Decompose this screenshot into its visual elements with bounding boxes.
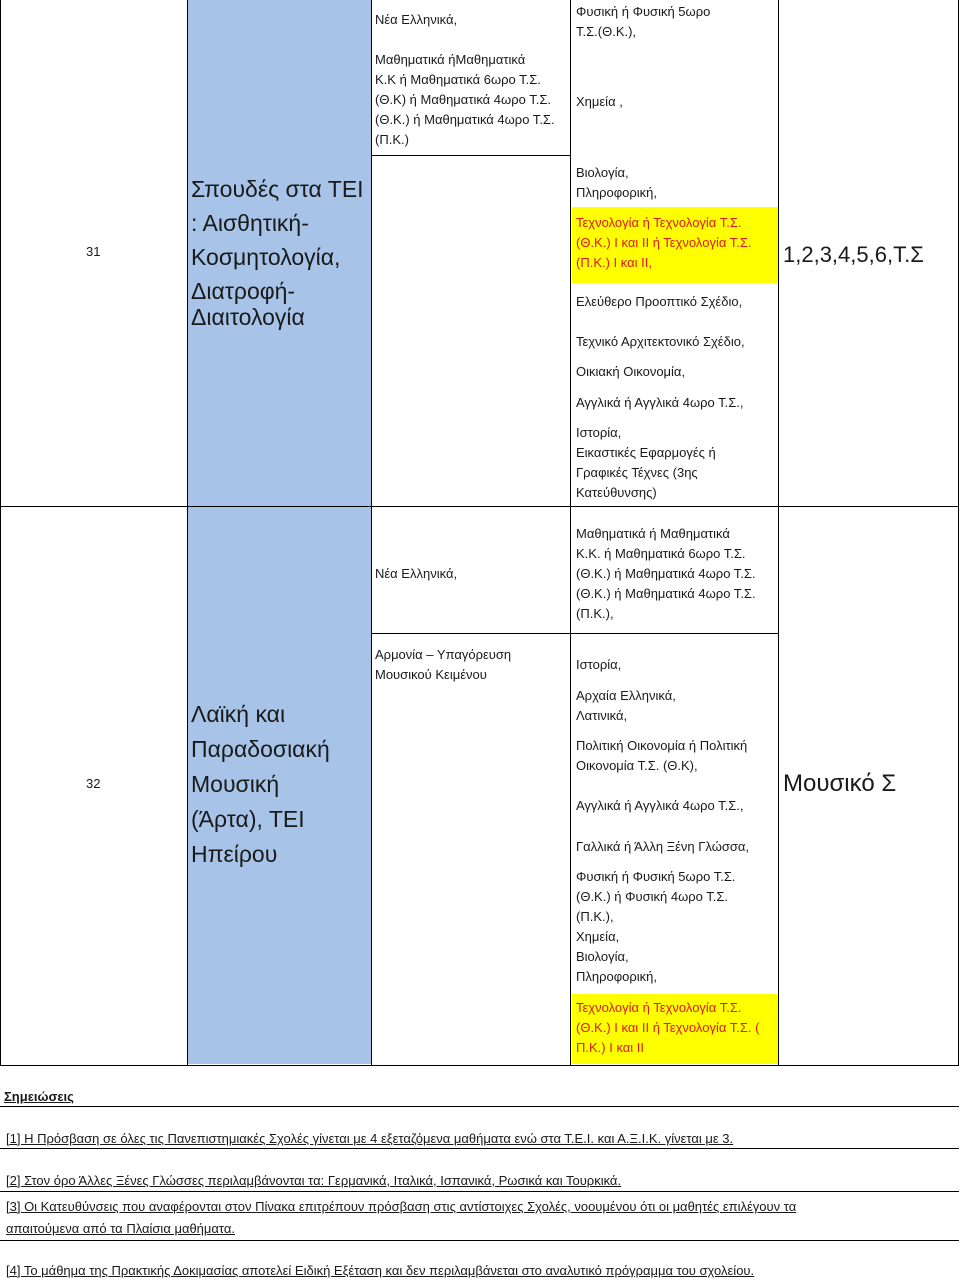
row31-subject-home-economics: Οικιακή Οικονομία, <box>576 364 686 379</box>
row32-right-top-3: (Θ.Κ.) ή Μαθηματικά 4ωρο Τ.Σ. <box>576 566 756 581</box>
notes-heading: Σημειώσεις <box>4 1089 74 1104</box>
row-divider-31-32 <box>0 506 959 507</box>
row32-right-latin: Λατινικά, <box>576 708 628 723</box>
top-mid-line-1: Νέα Ελληνικά, <box>375 12 458 27</box>
notes-heading-rule <box>0 1106 959 1107</box>
row32-right-top-4: (Θ.Κ.) ή Μαθηματικά 4ωρο Τ.Σ. <box>576 586 756 601</box>
top-mid-line-5: (Θ.Κ) ή Μαθηματικά 4ωρο Τ.Σ. <box>375 92 551 107</box>
row31-subject-arts-2: Γραφικές Τέχνες (3ης <box>576 465 698 480</box>
table-border-bottom <box>0 1065 959 1066</box>
row32-right-chemistry: Χημεία, <box>576 929 620 944</box>
row31-number: 31 <box>86 244 101 259</box>
note-4: [4] Το μάθημα της Πρακτικής Δοκιμασίας αποτελεί Ειδική Εξέταση και δεν περιλαμβάνεται στο αναλυτικό πρόγραμμα του σχολείου. <box>6 1263 755 1278</box>
top-right-line-2: Τ.Σ.(Θ.Κ.), <box>576 24 637 39</box>
row31-subject-english: Αγγλικά ή Αγγλικά 4ωρο Τ.Σ., <box>576 395 744 410</box>
row31-subject-freehand: Ελεύθερο Προοπτικό Σχέδιο, <box>576 294 743 309</box>
row31-highlight-line-3: (Π.Κ.) Ι και ΙΙ, <box>576 255 652 270</box>
table-border-left <box>0 0 1 1066</box>
row-divider-32-inner <box>371 633 779 634</box>
row32-right-informatics: Πληροφορική, <box>576 969 658 984</box>
row31-fields: 1,2,3,4,5,6,Τ.Σ <box>783 242 924 267</box>
row32-name-line-3: Μουσική <box>191 771 280 797</box>
row31-subject-arts-1: Εικαστικές Εφαρμογές ή <box>576 445 716 460</box>
row32-name-line-2: Παραδοσιακή <box>191 736 330 762</box>
top-mid-line-4: Κ.Κ ή Μαθηματικά 6ωρο Τ.Σ. <box>375 72 541 87</box>
row32-right-english: Αγγλικά ή Αγγλικά 4ωρο Τ.Σ., <box>576 798 744 813</box>
row32-highlight-line-1: Τεχνολογία ή Τεχνολογία Τ.Σ. <box>576 1000 742 1015</box>
course-name-column-bg <box>188 0 371 1064</box>
row31-subject-informatics: Πληροφορική, <box>576 185 658 200</box>
row31-highlight-line-2: (Θ.Κ.) Ι και ΙΙ ή Τεχνολογία Τ.Σ. <box>576 235 752 250</box>
note-3-line-2: απαιτούμενα από τα Πλαίσια μαθήματα. <box>6 1221 235 1236</box>
row31-name-line-5: Διαιτολογία <box>191 304 305 330</box>
row32-highlight-line-2: (Θ.Κ.) Ι και ΙΙ ή Τεχνολογία Τ.Σ. ( <box>576 1020 760 1035</box>
row31-subject-technical-drawing: Τεχνικό Αρχιτεκτονικό Σχέδιο, <box>576 334 745 349</box>
row32-right-physics-2: (Θ.Κ.) ή Φυσική 4ωρο Τ.Σ. <box>576 889 729 904</box>
top-mid-line-6: (Θ.Κ.) ή Μαθηματικά 4ωρο Τ.Σ. <box>375 112 555 127</box>
row32-right-top-5: (Π.Κ.), <box>576 606 614 621</box>
row31-subject-history: Ιστορία, <box>576 425 622 440</box>
top-right-line-1: Φυσική ή Φυσική 5ωρο <box>576 4 711 19</box>
row31-subject-arts-3: Κατεύθυνσης) <box>576 485 657 500</box>
top-right-line-3: Χημεία , <box>576 94 623 109</box>
column-divider-4 <box>778 0 779 1066</box>
row32-right-ancient-greek: Αρχαία Ελληνικά, <box>576 688 676 703</box>
row32-name-line-4: (Άρτα), ΤΕΙ <box>191 806 305 832</box>
row32-name-line-5: Ηπείρου <box>191 841 278 867</box>
top-mid-line-7: (Π.Κ.) <box>375 132 409 147</box>
row31-highlight-line-1: Τεχνολογία ή Τεχνολογία Τ.Σ. <box>576 215 742 230</box>
row32-right-french: Γαλλικά ή Άλλη Ξένη Γλώσσα, <box>576 839 750 854</box>
row32-number: 32 <box>86 776 101 791</box>
row32-fields: Μουσικό Σ <box>783 770 897 797</box>
column-divider-2 <box>371 0 372 1066</box>
row31-name-line-2: : Αισθητική- <box>191 210 309 236</box>
top-mid-line-3: Μαθηματικά ήΜαθηματικά <box>375 52 526 67</box>
note-3-rule <box>0 1240 959 1241</box>
row32-highlight-line-3: Π.Κ.) Ι και ΙΙ <box>576 1040 645 1055</box>
note-2: [2] Στον όρο Άλλες Ξένες Γλώσσες περιλαμβάνονται τα: Γερμανικά, Ιταλικά, Ισπανικά, Ρωσικά και Τουρκικά. <box>6 1173 622 1188</box>
note-2-rule <box>0 1191 959 1192</box>
row31-name-line-1: Σπουδές στα ΤΕΙ <box>191 176 364 202</box>
row32-mid-modern-greek: Νέα Ελληνικά, <box>375 566 458 581</box>
row32-mid-harmony-1: Αρμονία – Υπαγόρευση <box>375 647 512 662</box>
column-divider-3 <box>570 0 571 1066</box>
row31-name-line-4: Διατροφή- <box>191 278 296 304</box>
row32-right-top-1: Μαθηματικά ή Μαθηματικά <box>576 526 730 541</box>
note-3-line-1: [3] Οι Κατευθύνσεις που αναφέρονται στον Πίνακα επιτρέπουν πρόσβαση στις αντίστοιχες Σχολές, νοουμένου ότι οι μαθητές επιλέγουν τα <box>6 1199 797 1214</box>
row32-right-political-econ-2: Οικονομία Τ.Σ. (Θ.Κ), <box>576 758 698 773</box>
row32-right-top-2: Κ.Κ. ή Μαθηματικά 6ωρο Τ.Σ. <box>576 546 746 561</box>
note-1: [1] Η Πρόσβαση σε όλες τις Πανεπιστημιακές Σχολές γίνεται με 4 εξεταζόμενα μαθήματα ενώ στα Τ.Ε.Ι. και Α.Ξ.Ι.Κ. γίνεται με 3. <box>6 1131 734 1146</box>
note-1-rule <box>0 1148 959 1149</box>
row32-right-biology: Βιολογία, <box>576 949 629 964</box>
row-divider-top-block <box>371 155 570 156</box>
row31-subject-biology: Βιολογία, <box>576 165 629 180</box>
row32-right-political-econ-1: Πολιτική Οικονομία ή Πολιτική <box>576 738 748 753</box>
row32-right-history: Ιστορία, <box>576 657 622 672</box>
row32-name-line-1: Λαϊκή και <box>191 701 286 727</box>
row32-right-physics-1: Φυσική ή Φυσική 5ωρο Τ.Σ. <box>576 869 736 884</box>
row32-mid-harmony-2: Μουσικού Κειμένου <box>375 667 487 682</box>
column-divider-1 <box>187 0 188 1066</box>
row32-right-physics-3: (Π.Κ.), <box>576 909 614 924</box>
table-border-right <box>958 0 959 1066</box>
row31-name-line-3: Κοσμητολογία, <box>191 244 341 270</box>
